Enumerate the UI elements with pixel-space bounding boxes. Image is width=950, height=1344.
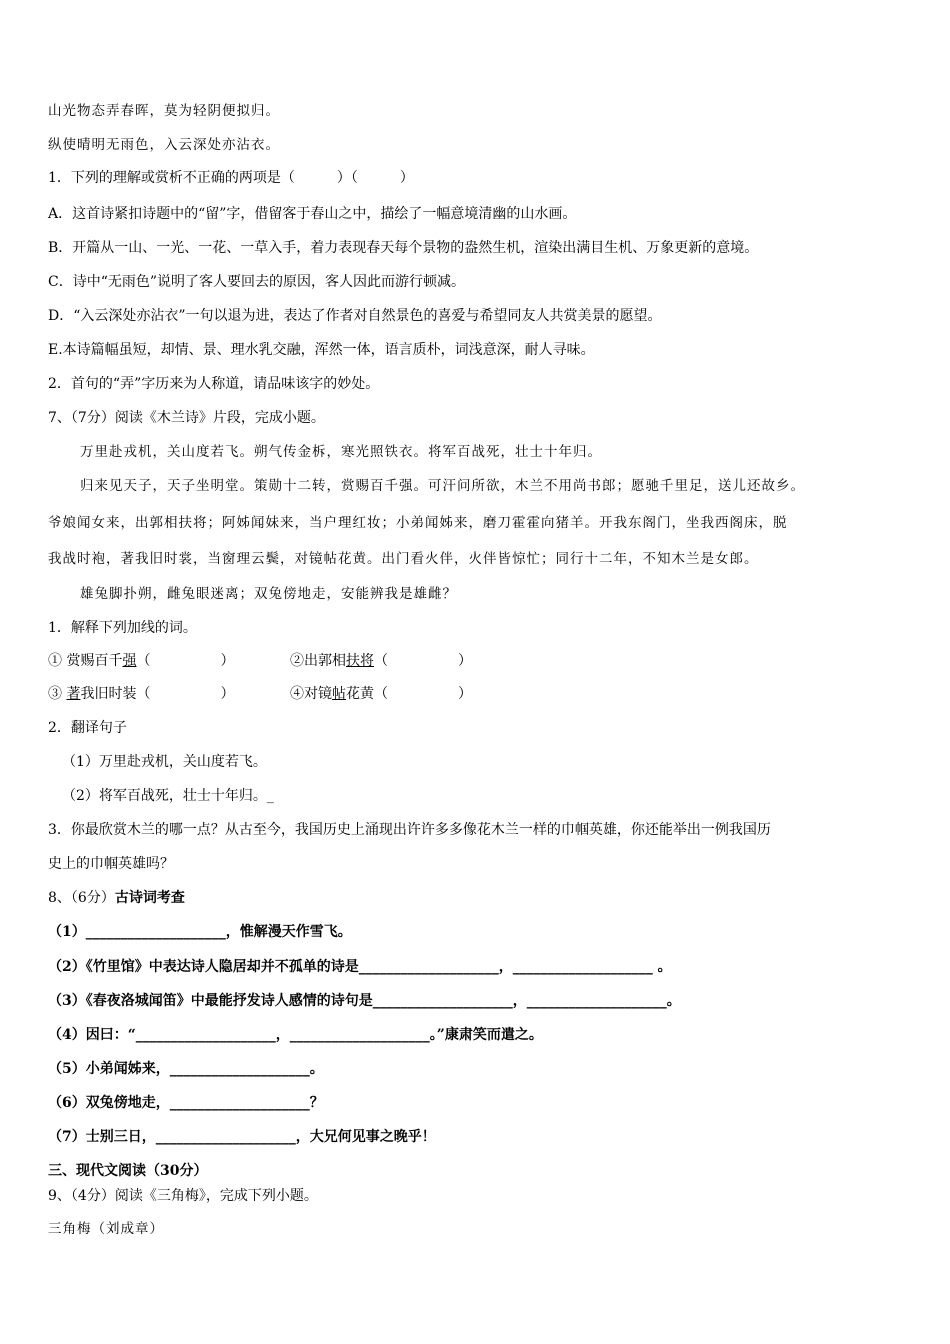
section-heading: 三、现代文阅读（30分） [48,1163,208,1179]
option-b: B．开篇从一山、一光、一花、一草入手，着力表现春天每个景物的盎然生机，渲染出满目生机、万象更新的意境。 [48,240,759,256]
word-item-3: ③ 著我旧时装（ ） [48,686,235,702]
question-7-title: 7、（7分）阅读《木兰诗》片段，完成小题。 [48,410,325,426]
question-7-1: 1．解释下列加线的词。 [48,620,197,636]
question-7-3: 3．你最欣赏木兰的哪一点？从古至今，我国历史上涌现出许许多多像花木兰一样的巾帼英雄，你还能举出一例我国历 [48,822,771,838]
fill-item-2: （2）《竹里馆》中表达诗人隐居却并不孤单的诗是____________________，____________________ 。 [48,959,672,975]
poem-line: 山光物态弄春晖，莫为轻阴便拟归。 [48,103,280,119]
passage-paragraph: 我战时袍，著我旧时裳，当窗理云鬓，对镜帖花黄。出门看火伴，火伴皆惊忙；同行十二年，不知木兰是女郎。 [48,551,759,567]
question-6-1: 1．下列的理解或赏析不正确的两项是（ ）（ ） [48,170,414,186]
question-9-title: 9、（4分）阅读《三角梅》，完成下列小题。 [48,1188,318,1204]
poem-line: 纵使晴明无雨色，入云深处亦沾衣。 [48,137,280,153]
fill-item-5: （5）小弟闻姊来，____________________。 [48,1061,324,1077]
article-title: 三角梅（刘成章） [48,1221,164,1237]
word-item-4: ④对镜帖花黄（ ） [290,686,472,702]
translate-item: （2）将军百战死，壮士十年归。_ [62,788,274,804]
fill-item-7: （7）士别三日，____________________，大兄何见事之晚乎！ [48,1129,436,1145]
passage-paragraph: 万里赴戎机，关山度若飞。朔气传金柝，寒光照铁衣。将军百战死，壮士十年归。 [80,444,602,460]
option-c: C．诗中“无雨色”说明了客人要回去的原因，客人因此而游行顿减。 [48,274,466,290]
option-e: E.本诗篇幅虽短，却情、景、理水乳交融，浑然一体，语言质朴，词浅意深，耐人寻味。 [48,342,595,358]
fill-item-1: （1）____________________，惟解漫天作雪飞。 [48,924,352,940]
fill-item-4: （4）因曰：“____________________，____________________。”康肃笑而遣之。 [48,1027,543,1043]
word-item-1: ① 赏赐百千强（ ） [48,653,235,669]
passage-paragraph: 归来见天子，天子坐明堂。策勋十二转，赏赐百千强。可汗问所欲，木兰不用尚书郎；愿驰千里足，送儿还故乡。 [80,478,805,494]
option-d: D．“入云深处亦沾衣”一句以退为进，表达了作者对自然景色的喜爱与希望同友人共赏美景的愿望。 [48,308,662,324]
fill-item-6: （6）双兔傍地走，____________________？ [48,1095,324,1111]
question-7-2: 2．翻译句子 [48,720,127,736]
question-8-title: 8、（6分）古诗词考查 [48,890,185,906]
option-a: A．这首诗紧扣诗题中的“留”字，借留客于春山之中，描绘了一幅意境清幽的山水画。 [48,206,577,222]
question-6-2: 2．首句的“弄”字历来为人称道，请品味该字的妙处。 [48,376,380,392]
question-7-3-cont: 史上的巾帼英雄吗？ [48,856,174,872]
translate-item: （1）万里赴戎机，关山度若飞。 [62,754,267,770]
word-item-2: ②出郭相扶将（ ） [290,653,472,669]
passage-paragraph: 雄兔脚扑朔，雌兔眼迷离；双兔傍地走，安能辨我是雄雌？ [80,586,457,602]
passage-paragraph: 爷娘闻女来，出郭相扶将；阿姊闻妹来，当户理红妆；小弟闻姊来，磨刀霍霍向猪羊。开我东阁门，坐我西阁床，脱 [48,515,788,531]
fill-item-3: （3）《春夜洛城闻笛》中最能抒发诗人感情的诗句是____________________，____________________。 [48,993,681,1009]
